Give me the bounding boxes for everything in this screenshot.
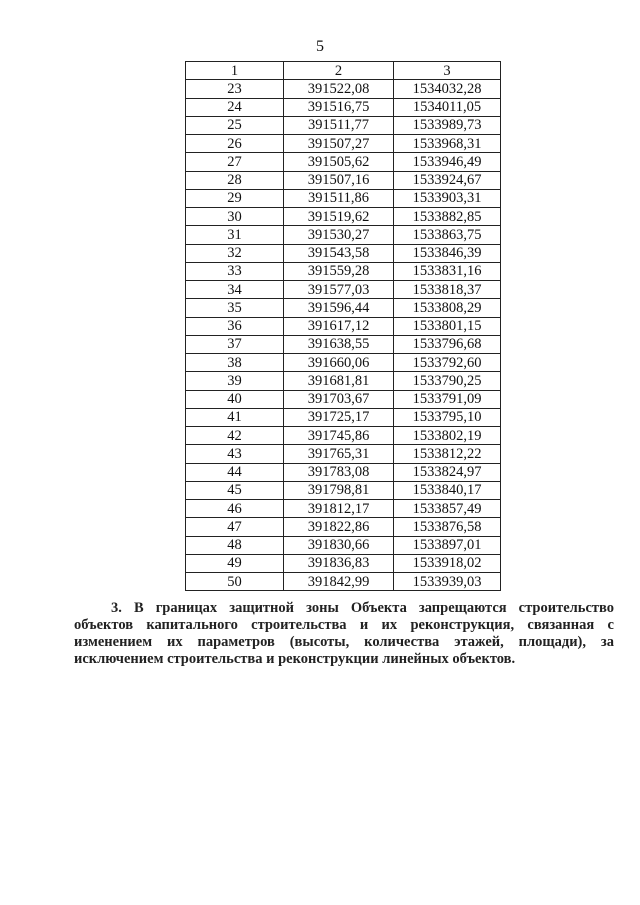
restriction-paragraph: 3. В границах защитной зоны Объекта запрещаются строительство объектов капитального строительства и их реконструкция, связанная с изменением их параметров (высоты, количества этажей, площади), за исключением строительства и реконструкции линейных объектов. <box>74 600 614 667</box>
x-coordinate-cell: 391505,62 <box>284 153 394 171</box>
x-coordinate-cell: 391543,58 <box>284 244 394 262</box>
table-row <box>186 317 501 335</box>
point-number-cell: 30 <box>186 208 284 226</box>
y-coordinate-cell: 1533863,75 <box>394 226 501 244</box>
table-row <box>186 500 501 518</box>
x-coordinate-cell: 391798,81 <box>284 481 394 499</box>
point-number-cell: 50 <box>186 573 284 591</box>
x-coordinate-cell: 391617,12 <box>284 317 394 335</box>
x-coordinate-cell: 391507,27 <box>284 135 394 153</box>
table-row <box>186 299 501 317</box>
table-row <box>186 481 501 499</box>
y-coordinate-cell: 1533831,16 <box>394 262 501 280</box>
x-coordinate-cell: 391745,86 <box>284 427 394 445</box>
table-row <box>186 153 501 171</box>
x-coordinate-cell: 391530,27 <box>284 226 394 244</box>
table-row <box>186 116 501 134</box>
y-coordinate-cell: 1533812,22 <box>394 445 501 463</box>
point-number-cell: 45 <box>186 481 284 499</box>
point-number-cell: 41 <box>186 408 284 426</box>
y-coordinate-cell: 1533818,37 <box>394 281 501 299</box>
table-row <box>186 135 501 153</box>
table-body <box>186 80 501 591</box>
y-coordinate-cell: 1533791,09 <box>394 390 501 408</box>
x-coordinate-cell: 391507,16 <box>284 171 394 189</box>
x-coordinate-cell: 391519,62 <box>284 208 394 226</box>
point-number-cell: 25 <box>186 116 284 134</box>
point-number-cell: 33 <box>186 262 284 280</box>
point-number-cell: 46 <box>186 500 284 518</box>
table-row <box>186 463 501 481</box>
x-coordinate-cell: 391596,44 <box>284 299 394 317</box>
table-row <box>186 335 501 353</box>
table-row <box>186 189 501 207</box>
point-number-cell: 44 <box>186 463 284 481</box>
table-row <box>186 427 501 445</box>
point-number-cell: 42 <box>186 427 284 445</box>
y-coordinate-cell: 1533840,17 <box>394 481 501 499</box>
y-coordinate-cell: 1533918,02 <box>394 554 501 572</box>
table-row <box>186 208 501 226</box>
x-coordinate-cell: 391559,28 <box>284 262 394 280</box>
table-row <box>186 554 501 572</box>
y-coordinate-cell: 1533897,01 <box>394 536 501 554</box>
x-coordinate-cell: 391516,75 <box>284 98 394 116</box>
point-number-cell: 28 <box>186 171 284 189</box>
x-coordinate-cell: 391511,86 <box>284 189 394 207</box>
table-row <box>186 281 501 299</box>
point-number-cell: 26 <box>186 135 284 153</box>
table-row <box>186 408 501 426</box>
point-number-cell: 29 <box>186 189 284 207</box>
point-number-cell: 23 <box>186 80 284 98</box>
table-row <box>186 573 501 591</box>
y-coordinate-cell: 1533846,39 <box>394 244 501 262</box>
point-number-cell: 24 <box>186 98 284 116</box>
page-number: 5 <box>316 38 324 55</box>
y-coordinate-cell: 1533795,10 <box>394 408 501 426</box>
y-coordinate-cell: 1533857,49 <box>394 500 501 518</box>
header-col-2: 2 <box>284 62 394 80</box>
x-coordinate-cell: 391822,86 <box>284 518 394 536</box>
y-coordinate-cell: 1533876,58 <box>394 518 501 536</box>
point-number-cell: 47 <box>186 518 284 536</box>
y-coordinate-cell: 1533968,31 <box>394 135 501 153</box>
header-col-1: 1 <box>186 62 284 80</box>
table-row <box>186 536 501 554</box>
y-coordinate-cell: 1533808,29 <box>394 299 501 317</box>
point-number-cell: 38 <box>186 354 284 372</box>
y-coordinate-cell: 1533801,15 <box>394 317 501 335</box>
x-coordinate-cell: 391836,83 <box>284 554 394 572</box>
table-header-row <box>186 62 501 80</box>
point-number-cell: 27 <box>186 153 284 171</box>
x-coordinate-cell: 391830,66 <box>284 536 394 554</box>
point-number-cell: 40 <box>186 390 284 408</box>
x-coordinate-cell: 391812,17 <box>284 500 394 518</box>
point-number-cell: 37 <box>186 335 284 353</box>
point-number-cell: 43 <box>186 445 284 463</box>
y-coordinate-cell: 1533924,67 <box>394 171 501 189</box>
table-row <box>186 372 501 390</box>
point-number-cell: 49 <box>186 554 284 572</box>
x-coordinate-cell: 391660,06 <box>284 354 394 372</box>
point-number-cell: 35 <box>186 299 284 317</box>
point-number-cell: 31 <box>186 226 284 244</box>
y-coordinate-cell: 1533946,49 <box>394 153 501 171</box>
x-coordinate-cell: 391577,03 <box>284 281 394 299</box>
table-row <box>186 518 501 536</box>
point-number-cell: 48 <box>186 536 284 554</box>
table-row <box>186 390 501 408</box>
table-row <box>186 445 501 463</box>
point-number-cell: 36 <box>186 317 284 335</box>
y-coordinate-cell: 1534032,28 <box>394 80 501 98</box>
y-coordinate-cell: 1534011,05 <box>394 98 501 116</box>
x-coordinate-cell: 391842,99 <box>284 573 394 591</box>
table-row <box>186 244 501 262</box>
x-coordinate-cell: 391765,31 <box>284 445 394 463</box>
y-coordinate-cell: 1533939,03 <box>394 573 501 591</box>
y-coordinate-cell: 1533790,25 <box>394 372 501 390</box>
x-coordinate-cell: 391703,67 <box>284 390 394 408</box>
y-coordinate-cell: 1533802,19 <box>394 427 501 445</box>
x-coordinate-cell: 391681,81 <box>284 372 394 390</box>
x-coordinate-cell: 391725,17 <box>284 408 394 426</box>
table-row <box>186 171 501 189</box>
table-row <box>186 98 501 116</box>
point-number-cell: 32 <box>186 244 284 262</box>
point-number-cell: 39 <box>186 372 284 390</box>
table-row <box>186 354 501 372</box>
x-coordinate-cell: 391638,55 <box>284 335 394 353</box>
header-col-3: 3 <box>394 62 501 80</box>
y-coordinate-cell: 1533989,73 <box>394 116 501 134</box>
x-coordinate-cell: 391783,08 <box>284 463 394 481</box>
y-coordinate-cell: 1533792,60 <box>394 354 501 372</box>
y-coordinate-cell: 1533824,97 <box>394 463 501 481</box>
table-row <box>186 80 501 98</box>
y-coordinate-cell: 1533903,31 <box>394 189 501 207</box>
y-coordinate-cell: 1533882,85 <box>394 208 501 226</box>
table-row <box>186 226 501 244</box>
coordinates-table <box>185 61 501 591</box>
x-coordinate-cell: 391522,08 <box>284 80 394 98</box>
table-row <box>186 262 501 280</box>
y-coordinate-cell: 1533796,68 <box>394 335 501 353</box>
x-coordinate-cell: 391511,77 <box>284 116 394 134</box>
point-number-cell: 34 <box>186 281 284 299</box>
